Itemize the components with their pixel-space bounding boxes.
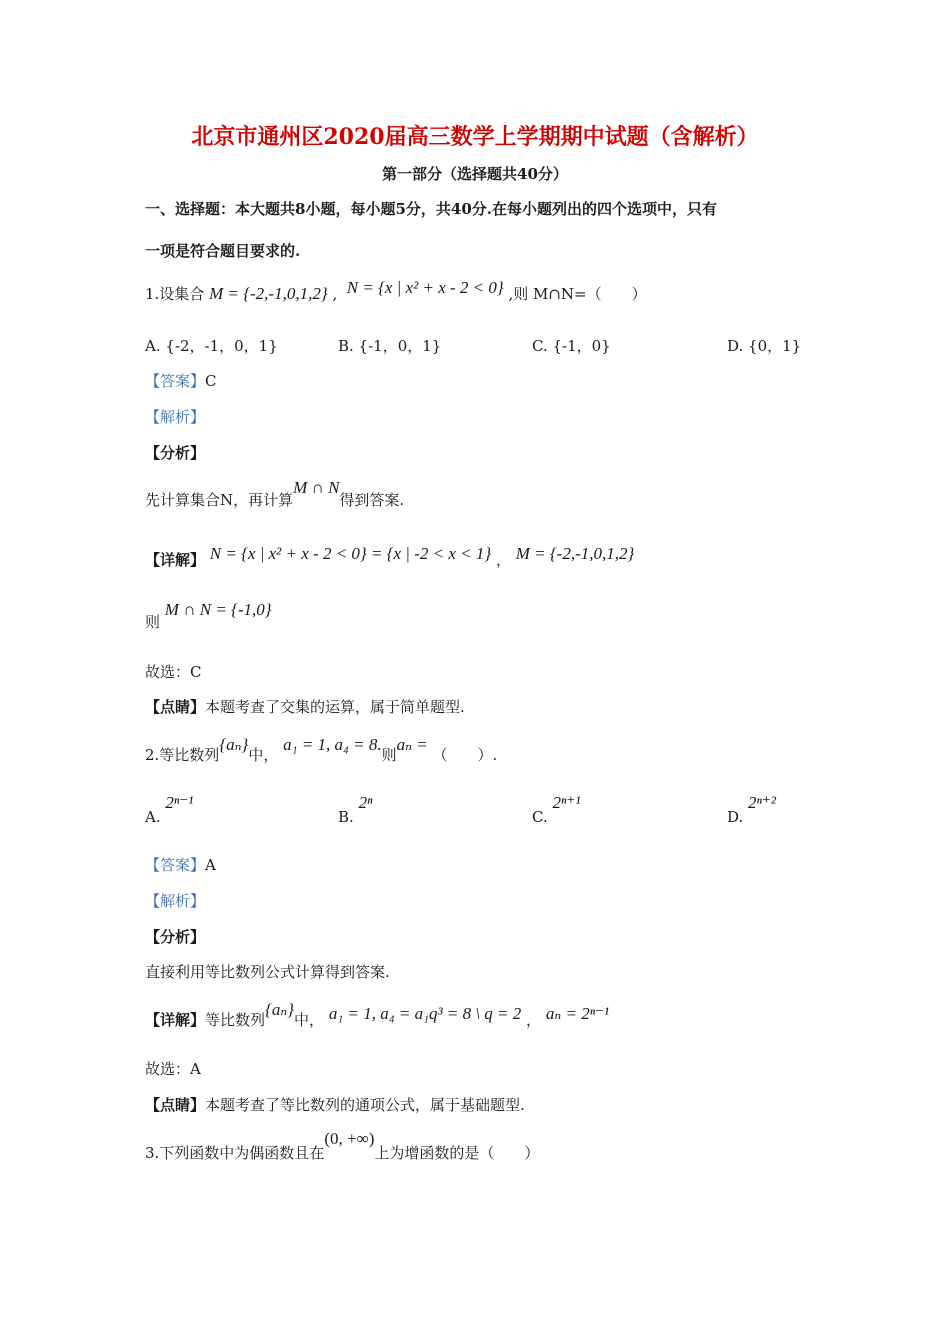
- q2-answer-value: A: [205, 856, 216, 874]
- dianjing-label: 【点睛】: [145, 1096, 206, 1114]
- q3-suffix: 上为增函数的是（ ）: [374, 1144, 540, 1162]
- q2-option-a-expr: 2ⁿ⁻¹: [165, 793, 194, 812]
- section-heading-cont: 一项是符合题目要求的.: [145, 242, 301, 260]
- q2-dianjing: [145, 1095, 525, 1115]
- part-subtitle: 第一部分（选择题共40分）: [382, 165, 568, 183]
- q2-detail-math2: aₙ = 2ⁿ⁻¹: [545, 1004, 610, 1023]
- q2-option-b: [338, 793, 373, 827]
- q2-prefix: 2.等比数列: [145, 746, 220, 764]
- q2-choose: 故选：A: [145, 1060, 201, 1078]
- q1-option-c: C. {-1，0}: [532, 337, 611, 355]
- dianjing-label: 【点睛】: [145, 698, 206, 716]
- q2-seq: {aₙ}: [219, 735, 249, 754]
- q2-analysis-label: 【解析】: [145, 892, 206, 910]
- q1-prefix: 1.设集合: [145, 285, 205, 303]
- q2-answer: [145, 855, 216, 875]
- q1-detail: 【详解】 N = {x | x² + x - 2 < 0} = {x | -2 < x < 1} ， M = {-2,-1,0,1,2}: [145, 544, 635, 569]
- q1-fenxi-post: 得到答案.: [339, 491, 405, 509]
- answer-label: 【答案】: [145, 372, 206, 390]
- q1-choose: 故选：C: [145, 663, 202, 681]
- q2-detail-seq: {aₙ}: [265, 1000, 295, 1019]
- q1-detail-math1: N = {x | x² + x - 2 < 0} = {x | -2 < x < 1}: [209, 544, 492, 563]
- q1-then: [145, 600, 272, 632]
- section-heading: 一、选择题：本大题共8小题，每小题5分，共40分.在每小题列出的四个选项中，只有: [145, 200, 717, 218]
- q2-dianjing-text: 本题考查了等比数列的通项公式，属于基础题型.: [205, 1096, 525, 1114]
- q2-option-a: [145, 793, 194, 827]
- q2-option-d: [727, 793, 776, 827]
- q1-option-b: B. {-1，0，1}: [338, 337, 442, 355]
- q3-prefix: 3.下列函数中为偶函数且在: [145, 1144, 325, 1162]
- q2-detail-pre: 等比数列: [205, 1011, 266, 1029]
- q2-option-c: [532, 793, 581, 827]
- q2-option-c-expr: 2ⁿ⁺¹: [552, 793, 581, 812]
- q2-option-b-expr: 2ⁿ: [358, 793, 373, 812]
- q2-then: 则: [381, 746, 397, 764]
- q2-detail-math: a₁ = 1, a₄ = a₁q³ = 8 \ q = 2: [328, 1004, 522, 1023]
- q1-answer: [145, 371, 217, 391]
- q2-option-c-letter: C.: [532, 808, 548, 826]
- detail-label: 【详解】: [145, 551, 206, 569]
- q1-dianjing-text: 本题考查了交集的运算，属于简单题型.: [205, 698, 465, 716]
- q2-suffix: （ ）.: [432, 746, 498, 764]
- q2-ask: aₙ =: [396, 735, 428, 754]
- q2-option-d-letter: D.: [727, 808, 744, 826]
- q1-set-n: N = {x | x² + x - 2 < 0}: [346, 278, 504, 297]
- q1-fenxi-label: 【分析】: [145, 444, 206, 462]
- q2-detail-mid: 中，: [294, 1011, 325, 1029]
- question-3: [145, 1129, 540, 1163]
- q2-fenxi-label: 【分析】: [145, 928, 206, 946]
- q1-suffix: ,则 M∩N=（ ）: [508, 285, 647, 303]
- q2-fenxi-text: 直接利用等比数列公式计算得到答案.: [145, 963, 390, 981]
- q1-detail-math2: M = {-2,-1,0,1,2}: [515, 544, 635, 563]
- q1-then-label: 则: [145, 613, 161, 631]
- q3-interval: (0, +∞): [324, 1129, 375, 1148]
- q2-option-d-expr: 2ⁿ⁺²: [748, 793, 776, 812]
- detail-label: 【详解】: [145, 1011, 206, 1029]
- q2-cond: a₁ = 1, a₄ = 8.: [283, 735, 382, 754]
- q1-option-d: D. {0，1}: [727, 337, 802, 355]
- q1-set-m: M = {-2,-1,0,1,2}: [209, 284, 328, 303]
- q1-fenxi-math: M ∩ N: [293, 478, 340, 497]
- q1-then-math: M ∩ N = {-1,0}: [164, 600, 272, 619]
- q1-fenxi-text: [145, 478, 405, 510]
- q1-option-a: A. {-2，-1，0，1}: [145, 337, 278, 355]
- q1-dianjing: [145, 697, 465, 717]
- question-1: 1.设集合 M = {-2,-1,0,1,2} , N = {x | x² + x - 2 < 0} ,则 M∩N=（ ）: [145, 278, 647, 303]
- q1-answer-value: C: [205, 372, 217, 390]
- q2-option-b-letter: B.: [338, 808, 354, 826]
- q1-analysis-label: 【解析】: [145, 408, 206, 426]
- question-2: [145, 735, 498, 765]
- q1-fenxi-pre: 先计算集合N，再计算: [145, 491, 294, 509]
- answer-label: 【答案】: [145, 856, 206, 874]
- document-title: 北京市通州区2020届高三数学上学期期中试题（含解析）: [191, 124, 759, 150]
- q2-detail: 【详解】等比数列{aₙ}中， a₁ = 1, a₄ = a₁q³ = 8 \ q = 2 ， aₙ = 2ⁿ⁻¹: [145, 1000, 610, 1029]
- q2-option-a-letter: A.: [145, 808, 161, 826]
- q2-mid: 中，: [248, 746, 279, 764]
